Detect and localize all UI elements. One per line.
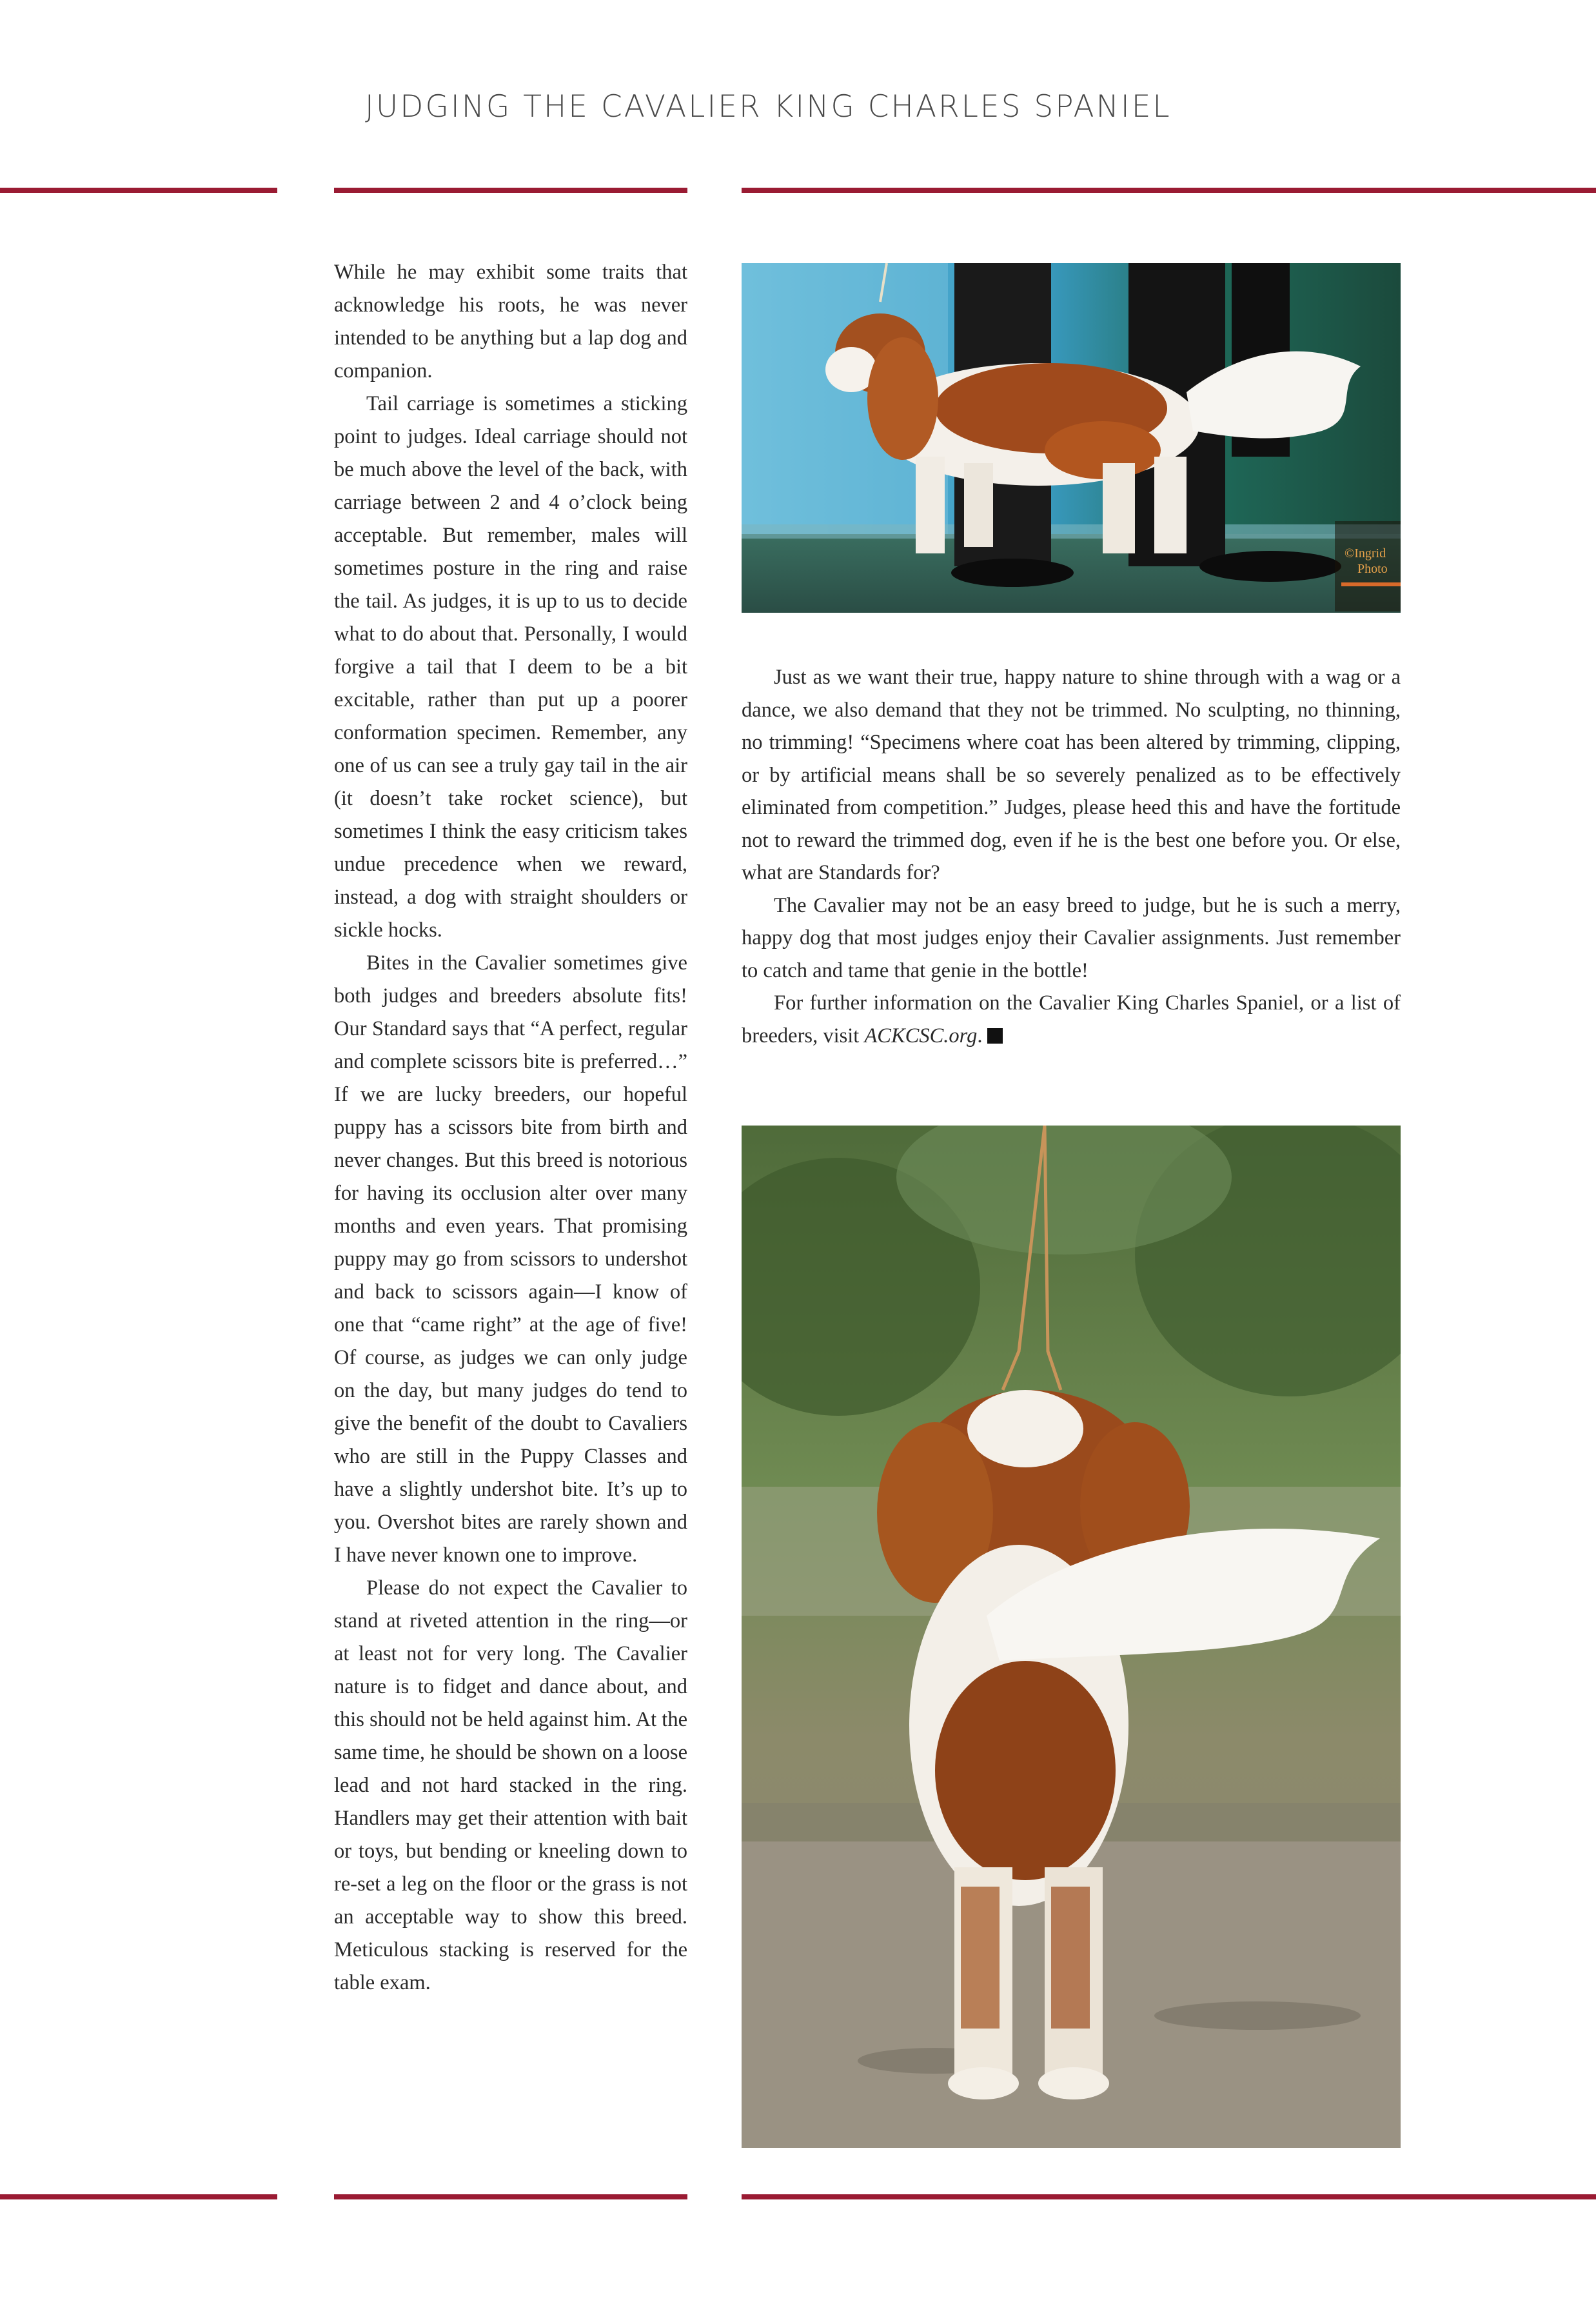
bottom-rule-left (0, 2194, 277, 2199)
further-info-text: For further information on the Cavalier King Charles Spaniel, or a list of breeders, visit (742, 991, 1401, 1047)
paragraph-trimming: Just as we want their true, happy nature to shine through with a wag or a dance, we also demand that they not be trimmed. No sculpting, no thinning, no trimming! “Specimens where coat has been altered by trimming, clipping, or by artificial means shall be so severely penalized as to be effectively eliminated from competition.” Judges, please heed this and have the fortitude not to reward the trimmed dog, even if he is the best one before you. Or else, what are Standards for? (742, 666, 1401, 884)
ackcsc-link[interactable]: ACKCSC.org (864, 1024, 978, 1047)
watermark-line-2: Photo (1357, 562, 1388, 576)
paragraph-1: While he may exhibit some traits that acknowledge his roots, he was never intended to be anything but a lap dog and companion. (334, 261, 687, 382)
left-text-column (334, 256, 687, 2000)
paragraph-tail-carriage: Tail carriage is sometimes a sticking point to judges. Ideal carriage should not be much above the level of the back, with carriage between 2 and 4 o’clock being acceptable. But remember, males will sometimes posture in the ring and raise the tail. As judges, it is up to us to decide what to do about that. Personally, I would forgive a tail that I deem to be a bit excitable, rather than put up a poorer conformation specimen. Remember, any one of us can see a truly gay tail in the air (it doesn’t take rocket science), but sometimes I think the easy criticism takes undue precedence when we reward, instead, a dog with straight shoulders or sickle hocks. (334, 392, 687, 942)
bottom-rule-right (742, 2194, 1596, 2199)
further-info-end: . (977, 1024, 983, 1047)
right-text-column (742, 661, 1401, 1052)
photo-cavalier-gaiting (742, 263, 1401, 613)
paragraph-bites: Bites in the Cavalier sometimes give both judges and breeders absolute fits! Our Standard says that “A perfect, regular and complete scissors bite is preferred…” If we are lucky breeders, our hopeful puppy has a scissors bite from birth and never changes. But this breed is notorious for having its occlusion alter over many months and even years. That promising puppy may go from scissors to undershot and back to scissors again—I know of one that “came right” at the age of five! Of course, as judges we can only judge on the day, but many judges do tend to give the benefit of the doubt to Cavaliers who are still in the Puppy Classes and have a slightly undershot bite. It’s up to you. Overshot bites are rarely shown and I have never known one to improve. (334, 951, 687, 1567)
watermark-line-1: ©Ingrid (1345, 546, 1386, 561)
paragraph-genie: The Cavalier may not be an easy breed to judge, but he is such a merry, happy dog that most judges enjoy their Cavalier assignments. Just remember to catch and tame that genie in the bottle! (742, 893, 1401, 982)
bottom-rule-middle (334, 2194, 687, 2199)
paragraph-stacking: Please do not expect the Cavalier to stand at riveted attention in the ring—or at least not for very long. The Cavalier nature is to fidget and dance about, and this should not be held against him. At the same time, he should be shown on a loose lead and not hard stacked in the ring. Handlers may get their attention with bait or toys, but bending or kneeling down to re-set a leg on the floor or the grass is not an acceptable way to show this breed. Meticulous stacking is reserved for the table exam. (334, 1576, 687, 1994)
top-rule-middle (334, 188, 687, 193)
end-of-article-mark (987, 1028, 1003, 1044)
running-header: JUDGING THE CAVALIER KING CHARLES SPANIEL (365, 89, 1172, 124)
top-rule-left (0, 188, 277, 193)
top-rule-right (742, 188, 1596, 193)
photo-cavalier-rear-view (742, 1126, 1401, 2148)
paragraph-further-info (742, 987, 1401, 1052)
